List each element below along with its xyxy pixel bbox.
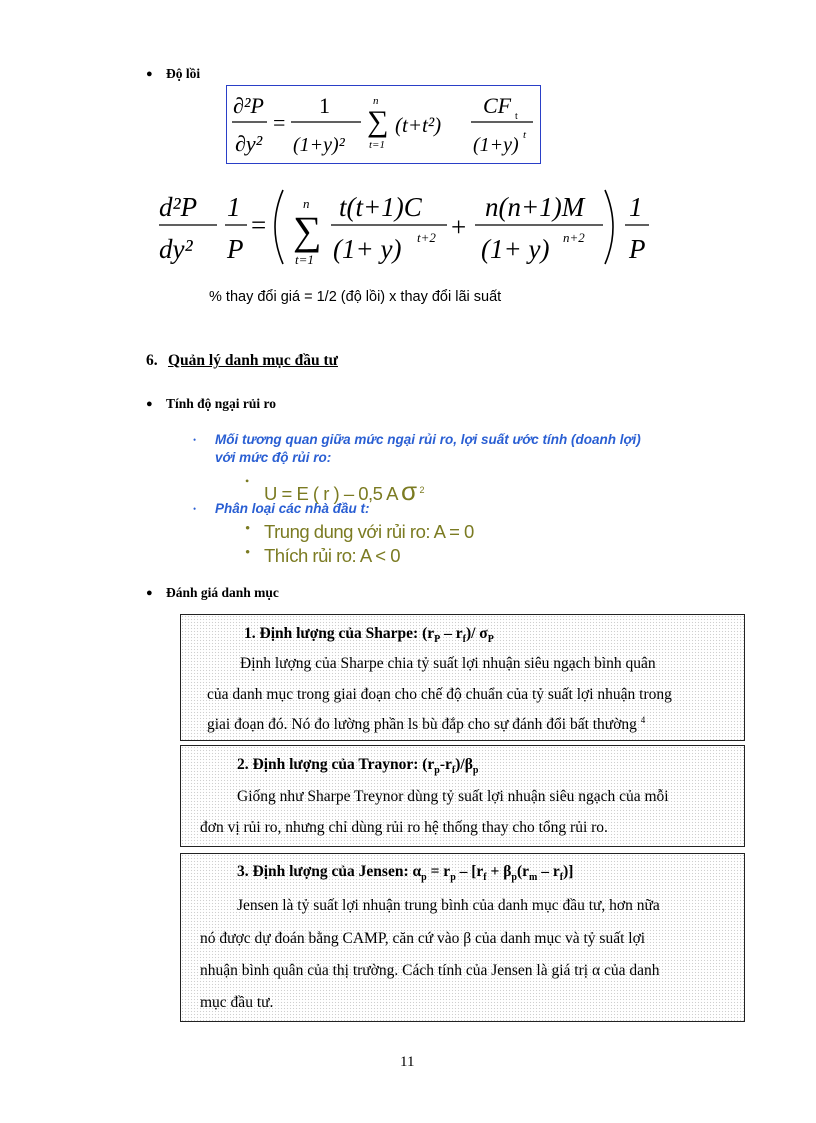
section-number: 6.	[146, 352, 158, 369]
convexity-note: % thay đổi giá = 1/2 (độ lồi) x thay đổi lãi suất	[209, 289, 502, 305]
f1-sum-term: (t+t²)	[395, 113, 442, 137]
sigma-symbol: σ	[400, 476, 417, 506]
convexity-label: Độ lồi	[166, 66, 201, 81]
sharpe-line3: giai đoạn đó. Nó đo lường phần ls bù đắp cho sự đánh đổi bất thường $^4$	[207, 715, 646, 734]
small-bullet: •	[245, 521, 251, 537]
small-bullet: •	[193, 504, 197, 514]
small-bullet: •	[245, 474, 250, 488]
jensen-box	[180, 853, 745, 1022]
traynor-box	[180, 745, 745, 847]
risk-item1-line2: với mức độ rủi ro:	[215, 450, 332, 465]
section-title: Quản lý danh mục đầu tư	[168, 352, 338, 369]
f1-lhs-den: ∂y²	[235, 131, 263, 156]
small-bullet: •	[245, 545, 251, 561]
jensen-line3: nhuận bình quân của thị trường. Cách tính của Jensen là giá trị α của danh	[200, 962, 660, 979]
f1-sum-bottom: t=1	[369, 139, 385, 151]
jensen-line4: mục đầu tư.	[200, 994, 274, 1011]
f2-tail-num: 1	[629, 192, 643, 222]
f2-term1-num: t(t+1)C	[339, 192, 422, 222]
page-number: 11	[400, 1054, 415, 1070]
f2-mult-num: 1	[227, 192, 241, 222]
f1-frac1-num: 1	[319, 93, 330, 118]
f2-term1-den: (1+ y)	[333, 234, 402, 264]
jensen-line1: Jensen là tỷ suất lợi nhuận trung bình của danh mục đầu tư, hơn nữa	[237, 897, 660, 914]
risk-aversion-label: Tính độ ngại rủi ro	[166, 396, 277, 411]
f2-mult-den: P	[227, 234, 244, 264]
traynor-line1: Giống như Sharpe Treynor dùng tỷ suất lợi nhuận siêu ngạch của mỗi	[237, 788, 669, 805]
bullet-dot: ●	[146, 68, 153, 80]
f1-frac2-num: CF	[483, 93, 512, 118]
f2-term2-den-sup: n+2	[563, 230, 585, 245]
f1-frac2-den: (1+y)	[473, 134, 519, 156]
convexity-formula-box	[226, 85, 541, 164]
svg-text:=: =	[273, 110, 286, 135]
convexity-formula-1	[227, 86, 540, 163]
f2-tail-den: P	[629, 234, 646, 264]
f1-frac1-den: (1+y)²	[293, 134, 345, 156]
evaluation-label: Đánh giá danh mục	[166, 585, 279, 600]
sharpe-heading: 1. Định lượng của Sharpe: $(r_P - r_f)/$ $\sigma_P$	[244, 625, 494, 646]
f2-term1-den-sup: t+2	[417, 230, 436, 245]
sigma-sup: 2	[419, 484, 424, 495]
f1-lhs-num: ∂²P	[233, 93, 264, 118]
svg-text:+: +	[451, 212, 467, 242]
small-bullet: •	[193, 435, 197, 445]
traynor-line2: đơn vị rủi ro, nhưng chỉ dùng rủi ro hệ thống thay cho tổng rủi ro.	[200, 819, 608, 836]
f2-sum-sign: ∑	[293, 208, 322, 253]
risk-sub2: Thích rủi ro: A < 0	[264, 545, 401, 566]
sharpe-line1: Định lượng của Sharpe chia tỷ suất lợi nhuận siêu ngạch bình quân	[240, 655, 656, 672]
svg-text:=: =	[251, 210, 267, 240]
f1-sum-sign: ∑	[367, 105, 389, 138]
f2-sum-top: n	[303, 196, 310, 211]
risk-sub1: Trung dung với rủi ro: A = 0	[264, 521, 474, 542]
f1-frac2-num-sub: t	[515, 111, 518, 122]
f1-sum-top: n	[373, 95, 379, 107]
f2-term2-num: n(n+1)M	[485, 192, 585, 222]
f2-term2-den: (1+ y)	[481, 234, 550, 264]
bullet-dot: ●	[146, 398, 153, 410]
sharpe-box	[180, 614, 745, 741]
traynor-heading: 2. Định lượng của Traynor: $(r_p-r_f)/\beta_p$	[237, 756, 479, 777]
jensen-line2: nó được dự đoán bằng CAMP, căn cứ vào β của danh mục và tỷ suất lợi	[200, 930, 646, 947]
risk-item1-line1: Mối tương quan giữa mức ngại rủi ro, lợi suất ước tính (doanh lợi)	[215, 432, 641, 447]
f1-frac2-den-sup: t	[523, 129, 527, 141]
jensen-heading: 3. Định lượng của Jensen: $\alpha_p = r_p - [r_f + \beta_p(r_m - r_f)]$	[237, 863, 574, 884]
utility-formula-text: U = E ( r ) – 0,5 A	[264, 483, 398, 504]
sharpe-line2: của danh mục trong giai đoạn cho chế độ chuẩn của tỷ suất lợi nhuận trong	[207, 686, 672, 703]
risk-item2: Phân loại các nhà đầu t:	[215, 501, 370, 516]
f2-sum-bottom: t=1	[295, 252, 314, 267]
bullet-dot: ●	[146, 587, 153, 599]
f2-lhs-den: dy²	[159, 234, 193, 264]
f2-lhs-num: d²P	[159, 192, 198, 222]
convexity-formula-2	[155, 180, 665, 270]
